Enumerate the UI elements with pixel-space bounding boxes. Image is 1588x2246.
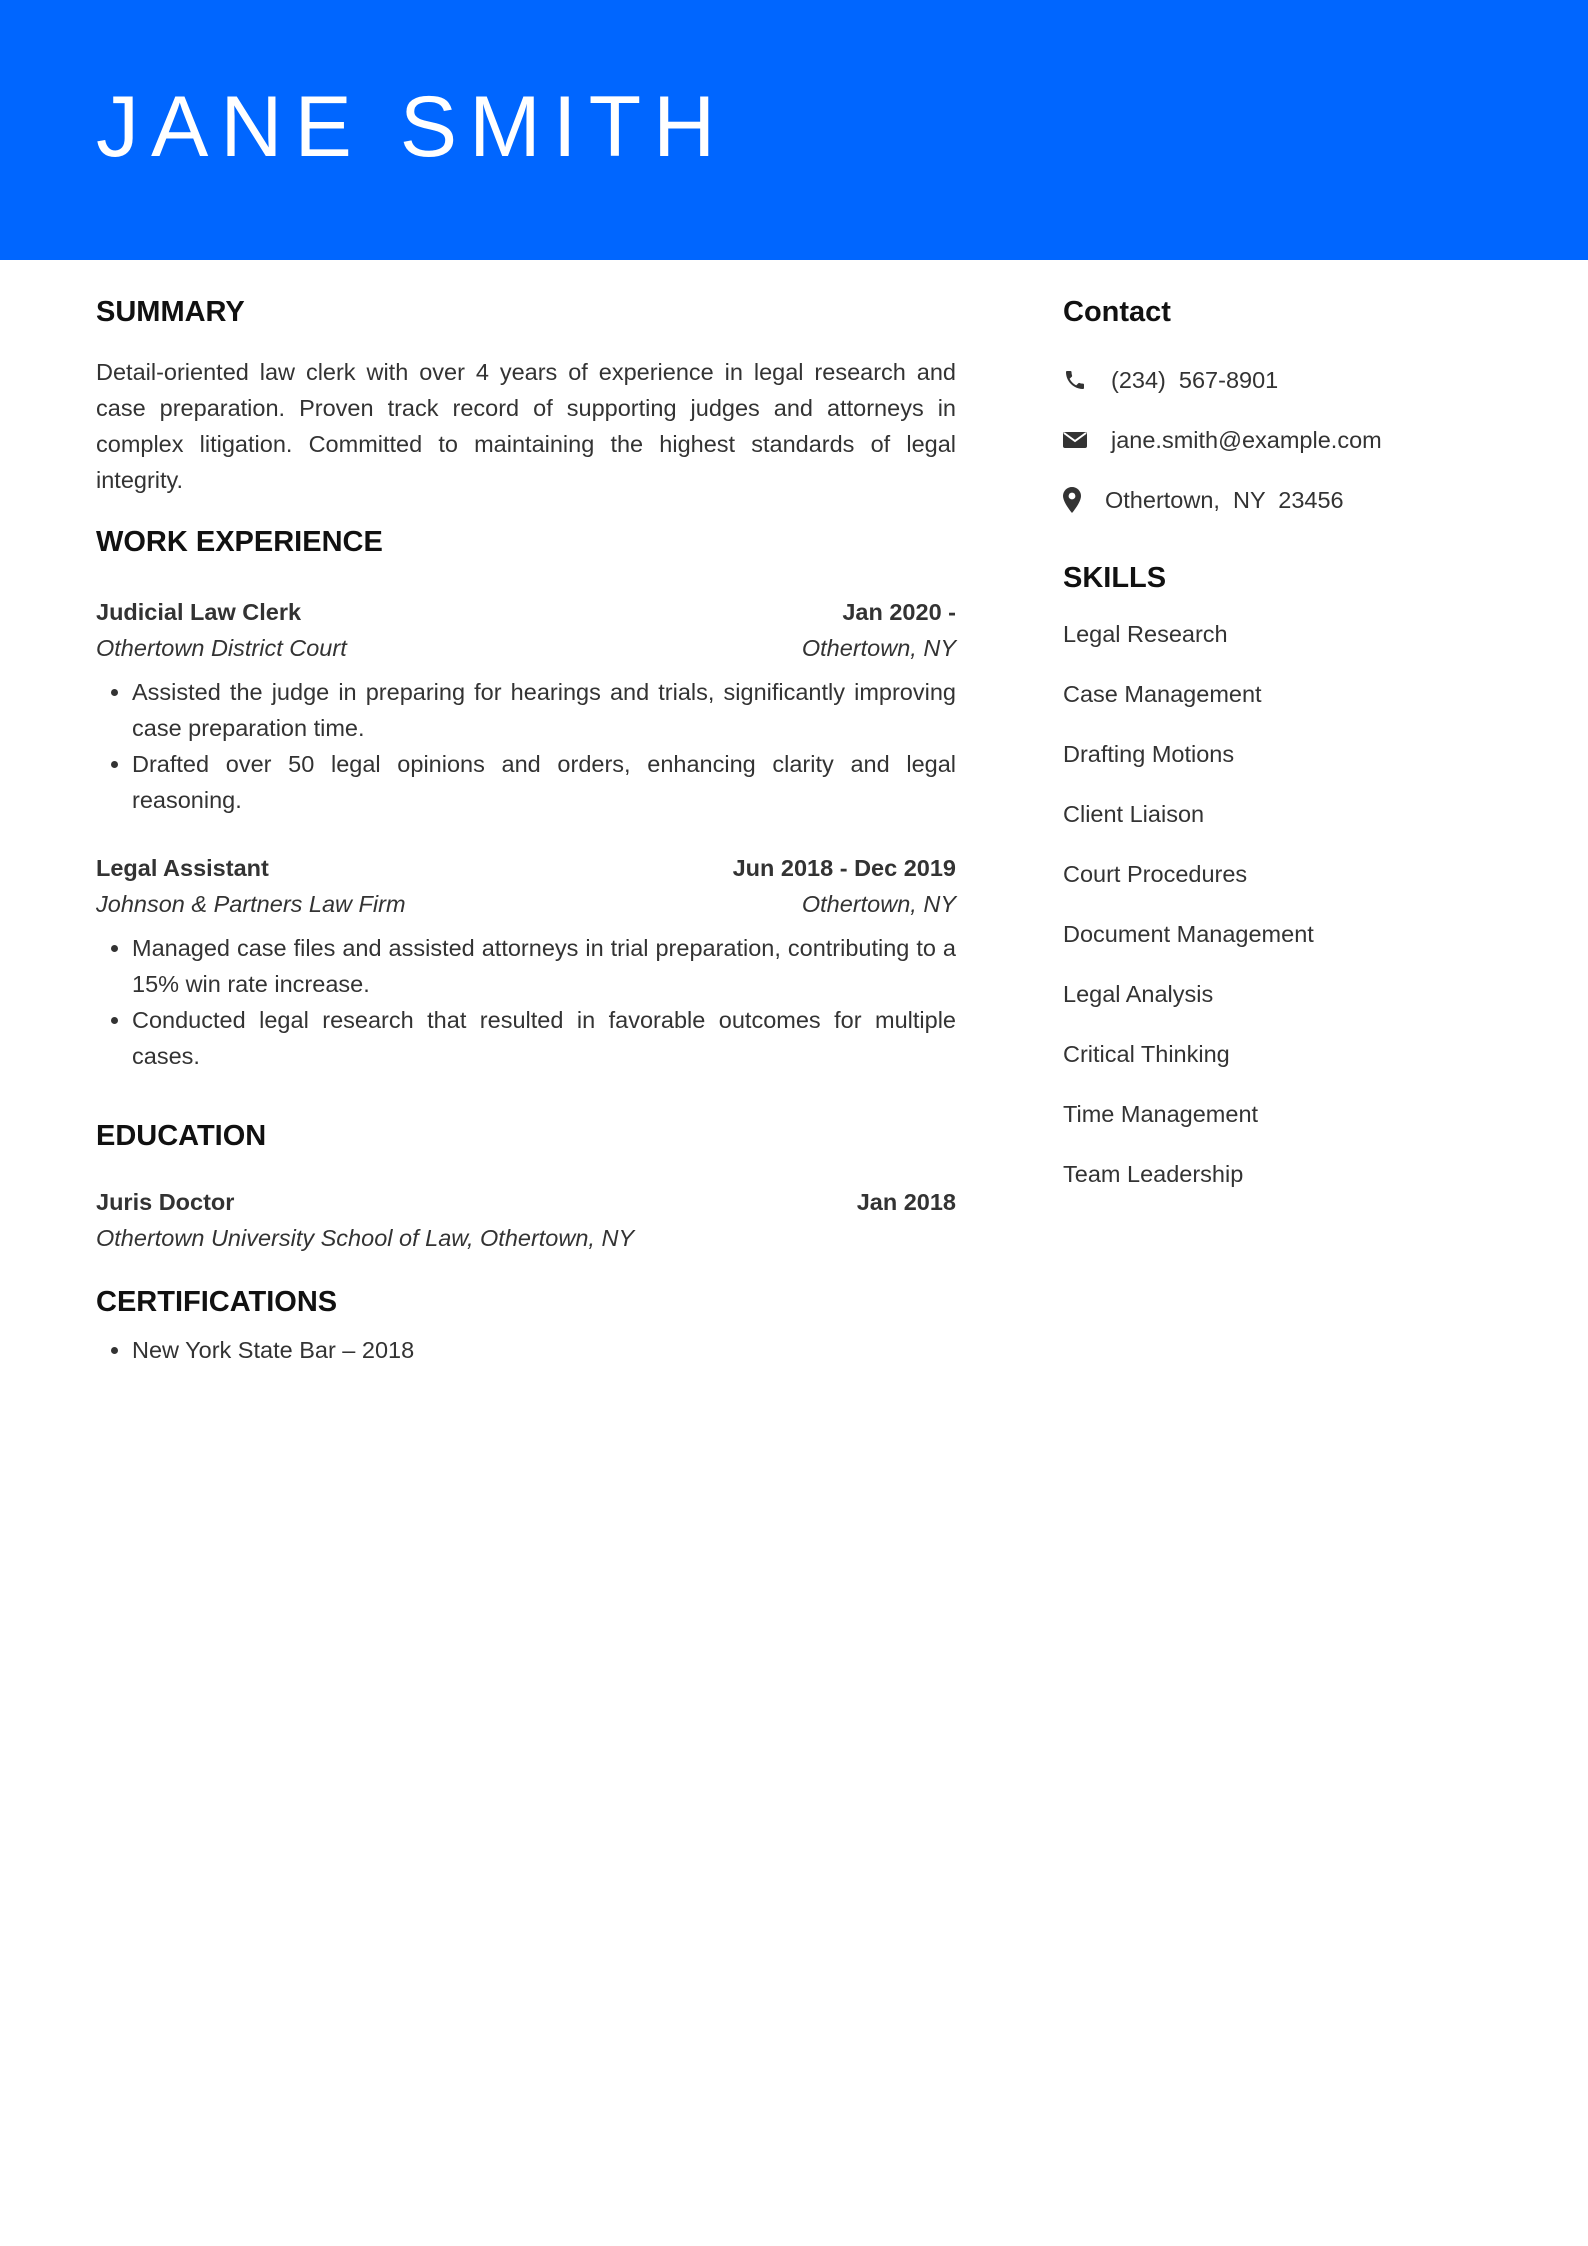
work-experience-section <box>96 520 956 1074</box>
contact-section <box>1063 290 1523 518</box>
job-bullet: • Managed case files and assisted attorneys in trial preparation, contributing to a 15% win rate increase. <box>132 930 956 1002</box>
certifications-list <box>96 1332 956 1368</box>
contact-heading: Contact <box>1063 296 1171 328</box>
degree: Juris Doctor <box>96 1189 235 1215</box>
education-section <box>96 1114 956 1256</box>
phone-number: (234) 567-8901 <box>1111 366 1279 393</box>
email-address: jane.smith@example.com <box>1111 426 1382 453</box>
job-location: Othertown, NY <box>801 891 956 917</box>
job-bullet: • Assisted the judge in preparing for hearings and trials, significantly improving case preparation time. <box>132 674 956 746</box>
skill-item: Critical Thinking <box>1063 1041 1230 1067</box>
contact-phone <box>1063 362 1523 398</box>
location-text: Othertown, NY 23456 <box>1105 486 1344 513</box>
certifications-section <box>96 1280 956 1368</box>
summary-section <box>96 290 956 498</box>
skill-item: Court Procedures <box>1063 861 1248 887</box>
job-entry <box>96 850 956 1074</box>
skill-item: Legal Research <box>1063 621 1228 647</box>
job-entry <box>96 594 956 818</box>
job-bullets <box>96 674 956 818</box>
skill-item: Team Leadership <box>1063 1161 1244 1187</box>
job-location: Othertown, NY <box>801 635 956 661</box>
skill-item: Legal Analysis <box>1063 981 1214 1007</box>
skills-section <box>1063 556 1523 1192</box>
job-employer: Johnson & Partners Law Firm <box>96 891 406 917</box>
skill-item: Client Liaison <box>1063 801 1205 827</box>
skill-item: Drafting Motions <box>1063 741 1235 767</box>
map-pin-icon <box>1063 487 1105 513</box>
phone-icon <box>1063 368 1111 392</box>
education-entry <box>96 1184 956 1256</box>
job-dates: Jan 2020 - <box>842 599 956 625</box>
certifications-heading: CERTIFICATIONS <box>96 1286 338 1318</box>
job-dates: Jun 2018 - Dec 2019 <box>732 855 956 881</box>
degree-date: Jan 2018 <box>856 1189 956 1215</box>
skill-item: Case Management <box>1063 681 1262 707</box>
skill-item: Time Management <box>1063 1101 1259 1127</box>
sidebar-column <box>1063 290 1523 1216</box>
skills-heading: SKILLS <box>1063 562 1167 594</box>
summary-text: Detail-oriented law clerk with over 4 years of experience in legal research and case preparation. Proven track record of supporting judges and attorneys in complex litigation. Committed to maintaining the highest standards of legal integrity. <box>96 359 956 493</box>
work-experience-heading: WORK EXPERIENCE <box>96 526 383 558</box>
skill-item: Document Management <box>1063 921 1314 947</box>
school: Othertown University School of Law, Othertown, NY <box>96 1225 635 1251</box>
header-banner <box>0 0 1588 260</box>
job-employer: Othertown District Court <box>96 635 347 661</box>
job-bullets <box>96 930 956 1074</box>
summary-heading: SUMMARY <box>96 296 245 328</box>
main-column <box>96 290 956 1368</box>
job-title: Legal Assistant <box>96 855 269 881</box>
skills-list <box>1063 616 1523 1192</box>
job-bullet: • Conducted legal research that resulted in favorable outcomes for multiple cases. <box>132 1002 956 1074</box>
job-title: Judicial Law Clerk <box>96 599 302 625</box>
job-bullet: • Drafted over 50 legal opinions and orders, enhancing clarity and legal reasoning. <box>132 746 956 818</box>
contact-location <box>1063 482 1523 518</box>
certification-item: • New York State Bar – 2018 <box>132 1332 956 1368</box>
candidate-name: JANE SMITH <box>96 79 728 175</box>
contact-email <box>1063 422 1523 458</box>
envelope-icon <box>1063 430 1111 450</box>
education-heading: EDUCATION <box>96 1120 267 1152</box>
